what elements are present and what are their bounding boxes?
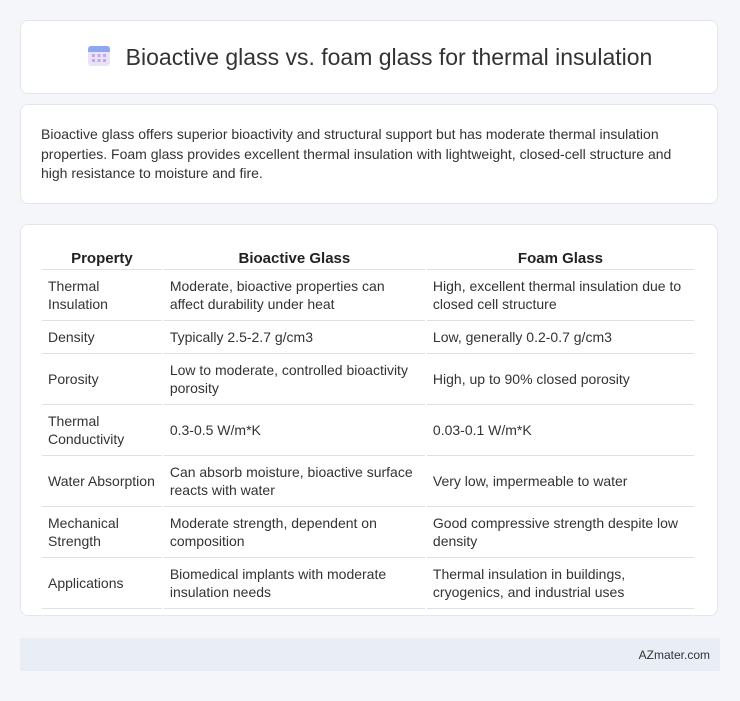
table-row (42, 270, 694, 321)
footer-bar (20, 638, 720, 671)
property-cell: Porosity (42, 354, 162, 405)
bioactive-glass-cell: Can absorb moisture, bioactive surface reacts with water (164, 456, 425, 507)
property-cell: Water Absorption (42, 456, 162, 507)
column-header-foam-glass: Foam Glass (427, 247, 694, 270)
table-row (42, 405, 694, 456)
property-cell: Mechanical Strength (42, 507, 162, 558)
column-header-bioactive-glass: Bioactive Glass (164, 247, 425, 270)
summary-card (20, 104, 718, 204)
property-cell: Thermal Insulation (42, 270, 162, 321)
bioactive-glass-cell: Low to moderate, controlled bioactivity porosity (164, 354, 425, 405)
bioactive-glass-cell: Moderate strength, dependent on composition (164, 507, 425, 558)
foam-glass-cell: Good compressive strength despite low density (427, 507, 694, 558)
summary-text: Bioactive glass offers superior bioactivity and structural support but has moderate thermal insulation properties. Foam glass provides excellent thermal insulation with lightweight, closed-cell structure and high resistance to moisture and fire. (41, 126, 672, 181)
table-row (42, 354, 694, 405)
foam-glass-cell: High, up to 90% closed porosity (427, 354, 694, 405)
foam-glass-cell: High, excellent thermal insulation due to closed cell structure (427, 270, 694, 321)
page-title: Bioactive glass vs. foam glass for thermal insulation (125, 43, 653, 70)
property-cell: Applications (42, 558, 162, 609)
column-header-property: Property (42, 247, 162, 270)
calendar-icon (86, 42, 112, 73)
table-row (42, 507, 694, 558)
bioactive-glass-cell: Moderate, bioactive properties can affect durability under heat (164, 270, 425, 321)
property-cell: Density (42, 321, 162, 354)
foam-glass-cell: Very low, impermeable to water (427, 456, 694, 507)
bioactive-glass-cell: Typically 2.5-2.7 g/cm3 (164, 321, 425, 354)
table-header-row (42, 247, 694, 270)
table-row (42, 558, 694, 609)
table-row (42, 321, 694, 354)
title-card (20, 20, 718, 94)
comparison-card (20, 224, 718, 616)
foam-glass-cell: Low, generally 0.2-0.7 g/cm3 (427, 321, 694, 354)
bioactive-glass-cell: Biomedical implants with moderate insulation needs (164, 558, 425, 609)
foam-glass-cell: 0.03-0.1 W/m*K (427, 405, 694, 456)
foam-glass-cell: Thermal insulation in buildings, cryogenics, and industrial uses (427, 558, 694, 609)
property-cell: Thermal Conductivity (42, 405, 162, 456)
source-label: AZmater.com (638, 647, 710, 662)
bioactive-glass-cell: 0.3-0.5 W/m*K (164, 405, 425, 456)
comparison-table (40, 247, 696, 609)
table-row (42, 456, 694, 507)
